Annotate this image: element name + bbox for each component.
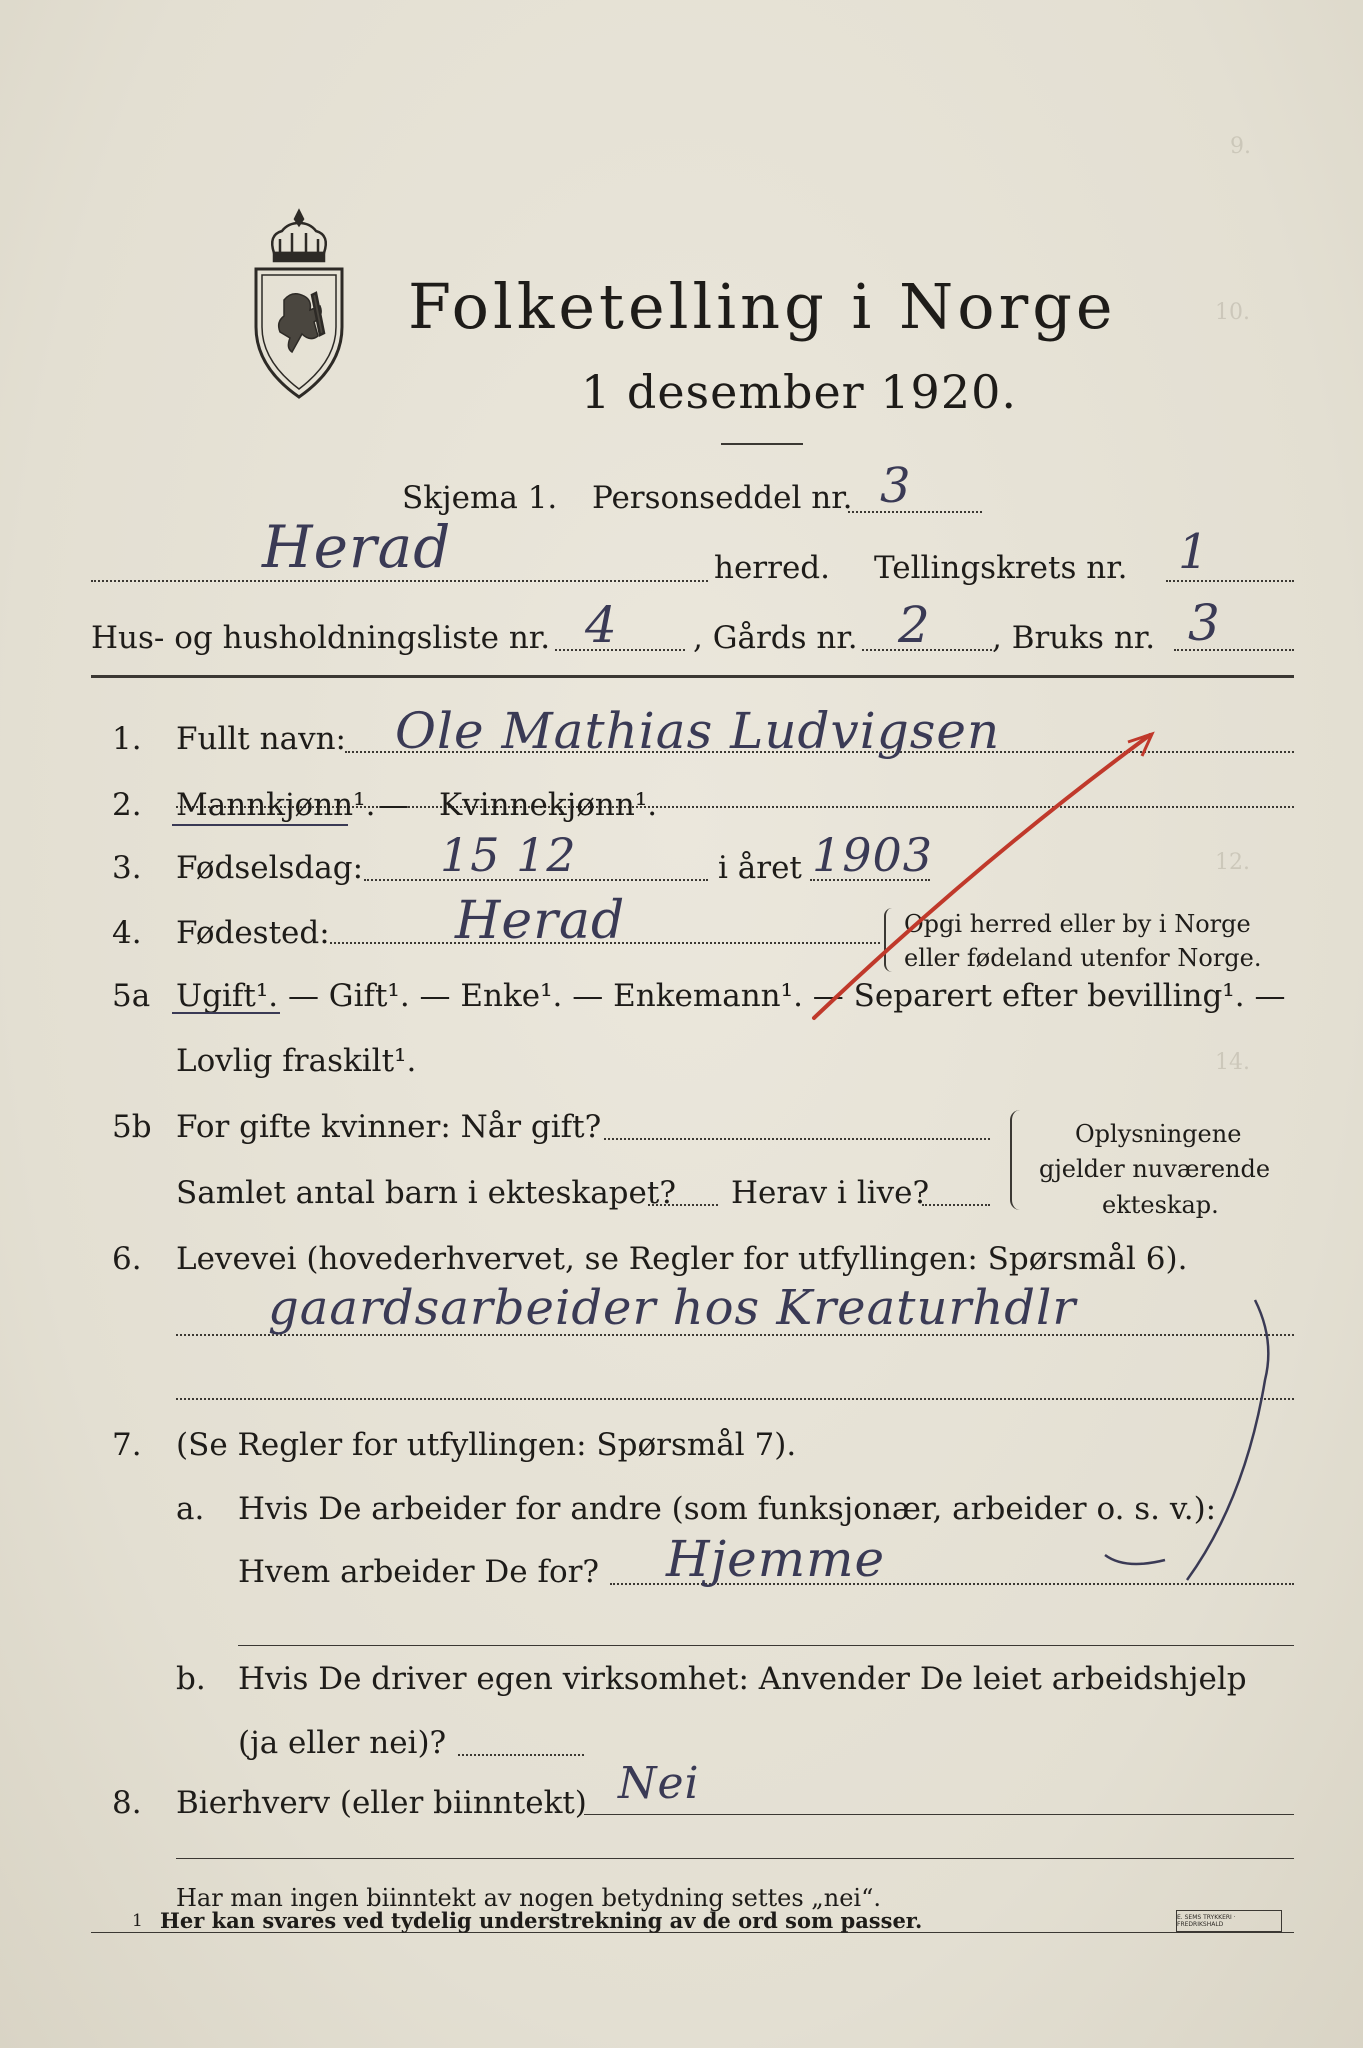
bleed-through-text: 12. bbox=[1215, 850, 1250, 875]
bleed-through-text: 14. bbox=[1215, 1050, 1250, 1075]
birthplace-value: Herad bbox=[455, 891, 626, 951]
occupation-line-2 bbox=[176, 1398, 1294, 1400]
occupation-value: gaardsarbeider hos Kreaturhdlr bbox=[268, 1280, 1077, 1336]
personseddel-line bbox=[848, 511, 982, 513]
children-alive-line bbox=[922, 1204, 990, 1206]
children-alive-label: Herav i live? bbox=[731, 1175, 930, 1211]
question-number: 5a bbox=[112, 978, 151, 1014]
marriage-note-line-1: Oplysningene bbox=[1075, 1120, 1242, 1148]
form-title: Folketelling i Norge bbox=[408, 270, 1117, 343]
sex-male-underline bbox=[172, 824, 348, 826]
side-income-label: Bierhverv (eller biinntekt) bbox=[176, 1785, 587, 1821]
children-total-line bbox=[648, 1204, 718, 1206]
husliste-line bbox=[555, 649, 685, 651]
birth-year-value: 1903 bbox=[812, 828, 934, 882]
section-divider bbox=[91, 675, 1294, 678]
sex-female-option: Kvinnekjønn¹. bbox=[439, 787, 658, 823]
birth-year-label: i året bbox=[718, 850, 802, 886]
question-number: 6. bbox=[112, 1241, 142, 1277]
occupation-label: Levevei (hovederhvervet, se Regler for utfyllingen: Spørsmål 6). bbox=[176, 1241, 1188, 1277]
marital-status-options: Ugift¹. — Gift¹. — Enke¹. — Enkemann¹. — Separert efter bevilling¹. — bbox=[176, 978, 1286, 1014]
marital-status-underline bbox=[172, 1012, 280, 1014]
tellingskrets-line bbox=[1166, 580, 1294, 582]
married-when-line bbox=[604, 1138, 990, 1140]
husliste-label: Hus- og husholdningsliste nr. bbox=[91, 620, 551, 656]
hired-help-line bbox=[458, 1754, 584, 1756]
bruks-value: 3 bbox=[1188, 594, 1221, 652]
question-number: 5b bbox=[112, 1109, 152, 1145]
sex-dash: — bbox=[378, 787, 409, 823]
marriage-note-line-3: ekteskap. bbox=[1102, 1191, 1219, 1219]
sex-male-option: Mannkjønn¹. bbox=[176, 787, 376, 823]
bleed-through-text: 10. bbox=[1215, 300, 1250, 325]
birthplace-label: Fødested: bbox=[176, 915, 330, 951]
marriage-brace bbox=[1010, 1110, 1024, 1210]
question-number: 7. bbox=[112, 1427, 142, 1463]
employer-label: Hvem arbeider De for? bbox=[238, 1554, 600, 1590]
hired-help-label: (ja eller nei)? bbox=[238, 1725, 447, 1761]
gards-value: 2 bbox=[898, 596, 931, 654]
children-total-label: Samlet antal barn i ekteskapet? bbox=[176, 1175, 676, 1211]
printer-stamp-text: E. SEMS TRYKKERI · FREDRIKSHALD bbox=[1177, 1914, 1236, 1928]
bleed-through-text: 9. bbox=[1230, 134, 1251, 159]
footnote-marker: 1 bbox=[132, 1911, 143, 1931]
husliste-value: 4 bbox=[585, 596, 618, 654]
census-date: 1 desember 1920. bbox=[581, 365, 1017, 419]
side-income-value: Nei bbox=[618, 1758, 700, 1809]
full-name-value: Ole Mathias Ludvigsen bbox=[395, 702, 1001, 760]
birthday-value: 15 12 bbox=[440, 828, 577, 882]
question-7b-letter: b. bbox=[176, 1661, 206, 1697]
title-divider bbox=[721, 443, 803, 445]
question-7a-text: Hvis De arbeider for andre (som funksjonær, arbeider o. s. v.): bbox=[238, 1491, 1217, 1527]
question-number: 1. bbox=[112, 721, 142, 757]
question-number: 3. bbox=[112, 850, 142, 886]
question-number: 8. bbox=[112, 1785, 142, 1821]
marital-status-options-2: Lovlig fraskilt¹. bbox=[176, 1043, 417, 1079]
question-7a-letter: a. bbox=[176, 1491, 205, 1527]
gards-label: , Gårds nr. bbox=[693, 620, 858, 656]
birthplace-note-line-1: Opgi herred eller by i Norge bbox=[904, 910, 1251, 938]
employment-label: (Se Regler for utfyllingen: Spørsmål 7). bbox=[176, 1427, 797, 1463]
side-income-line bbox=[584, 1814, 1294, 1815]
tellingskrets-value: 1 bbox=[1178, 524, 1210, 580]
personseddel-value: 3 bbox=[880, 458, 912, 514]
printer-stamp bbox=[1176, 1910, 1282, 1932]
birthplace-brace bbox=[884, 908, 896, 972]
footnote-text: Her kan svares ved tydelig understrekning av de ord som passer. bbox=[160, 1908, 923, 1933]
employer-line-2 bbox=[238, 1645, 1294, 1646]
married-when-label: For gifte kvinner: Når gift? bbox=[176, 1109, 602, 1145]
norwegian-coat-of-arms-icon bbox=[244, 205, 354, 405]
employer-value: Hjemme bbox=[666, 1530, 886, 1588]
question-7b-text: Hvis De driver egen virksomhet: Anvender De leiet arbeidshjelp bbox=[238, 1661, 1247, 1697]
bruks-label: , Bruks nr. bbox=[992, 620, 1156, 656]
question-number: 4. bbox=[112, 915, 142, 951]
birthday-label: Fødselsdag: bbox=[176, 850, 364, 886]
herred-label: herred. bbox=[714, 550, 830, 586]
birthplace-note-line-2: eller fødeland utenfor Norge. bbox=[904, 944, 1262, 972]
question-number: 2. bbox=[112, 787, 142, 823]
herred-value: Herad bbox=[262, 513, 452, 581]
side-income-line-2 bbox=[176, 1858, 1294, 1859]
tellingskrets-label: Tellingskrets nr. bbox=[874, 550, 1128, 586]
side-income-note: Har man ingen biinntekt av nogen betydning settes „nei“. bbox=[176, 1884, 881, 1912]
personseddel-label: Personseddel nr. bbox=[592, 480, 853, 516]
marriage-note-line-2: gjelder nuværende bbox=[1039, 1155, 1271, 1183]
full-name-label: Fullt navn: bbox=[176, 721, 346, 757]
form-number-label: Skjema 1. bbox=[402, 480, 558, 516]
